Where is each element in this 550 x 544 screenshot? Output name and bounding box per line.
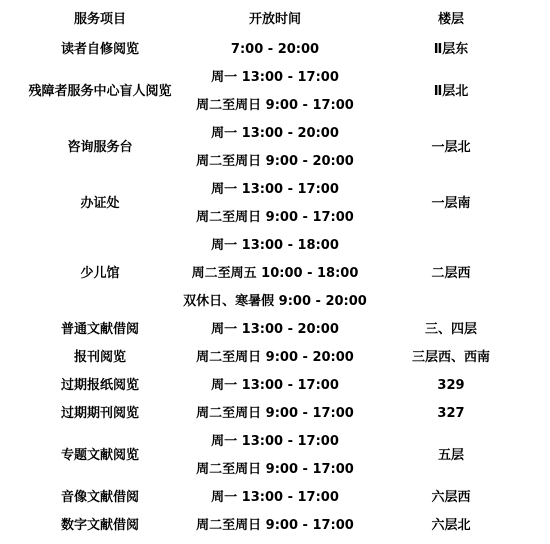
floor-location: 六层西: [431, 490, 471, 505]
opening-time: 周一 13:00 - 17:00: [211, 490, 339, 505]
header-service: 服务项目: [73, 12, 127, 27]
opening-time: 周二至周日 9:00 - 17:00: [196, 462, 354, 477]
floor-location: 三、四层: [424, 322, 478, 337]
opening-time: 周一 13:00 - 17:00: [211, 70, 339, 85]
opening-time: 周一 13:00 - 17:00: [211, 182, 339, 197]
opening-time: 周一 13:00 - 18:00: [211, 238, 339, 253]
service-name: 办证处: [80, 196, 120, 211]
opening-time: 7:00 - 20:00: [230, 42, 320, 57]
service-name: 过期报纸阅览: [60, 378, 140, 393]
service-name: 咨询服务台: [67, 140, 133, 155]
opening-time: 周一 13:00 - 17:00: [211, 434, 339, 449]
opening-time: 周二至周日 9:00 - 17:00: [196, 518, 354, 533]
header-hours: 开放时间: [248, 12, 302, 27]
floor-location: 二层西: [431, 266, 471, 281]
floor-location: 一层南: [431, 196, 471, 211]
service-name: 专题文献阅览: [60, 448, 140, 463]
service-name: 过期期刊阅览: [60, 406, 140, 421]
floor-location: 329: [437, 378, 465, 393]
opening-time: 周二至周五 10:00 - 18:00: [191, 266, 359, 281]
floor-location: 327: [437, 406, 465, 421]
opening-time: 周二至周日 9:00 - 20:00: [196, 154, 354, 169]
opening-time: 周二至周日 9:00 - 17:00: [196, 210, 354, 225]
floor-location: Ⅱ层北: [433, 84, 469, 99]
service-name: 数字文献借阅: [60, 518, 140, 533]
floor-location: Ⅱ层东: [433, 42, 469, 57]
floor-location: 一层北: [431, 140, 471, 155]
opening-time: 周二至周日 9:00 - 20:00: [196, 350, 354, 365]
opening-time: 周一 13:00 - 17:00: [211, 378, 339, 393]
opening-time: 双休日、寒暑假 9:00 - 20:00: [183, 294, 367, 309]
service-name: 普通文献借阅: [60, 322, 140, 337]
floor-location: 五层: [437, 448, 465, 463]
floor-location: 六层北: [431, 518, 471, 533]
opening-time: 周一 13:00 - 20:00: [211, 126, 339, 141]
service-name: 残障者服务中心盲人阅览: [28, 84, 172, 99]
header-floor: 楼层: [437, 12, 465, 27]
service-name: 音像文献借阅: [60, 490, 140, 505]
service-name: 报刊阅览: [73, 350, 127, 365]
opening-time: 周二至周日 9:00 - 17:00: [196, 98, 354, 113]
floor-location: 三层西、西南: [411, 350, 491, 365]
service-name: 读者自修阅览: [60, 42, 140, 57]
opening-time: 周一 13:00 - 20:00: [211, 322, 339, 337]
opening-time: 周二至周日 9:00 - 17:00: [196, 406, 354, 421]
service-name: 少儿馆: [80, 266, 120, 281]
